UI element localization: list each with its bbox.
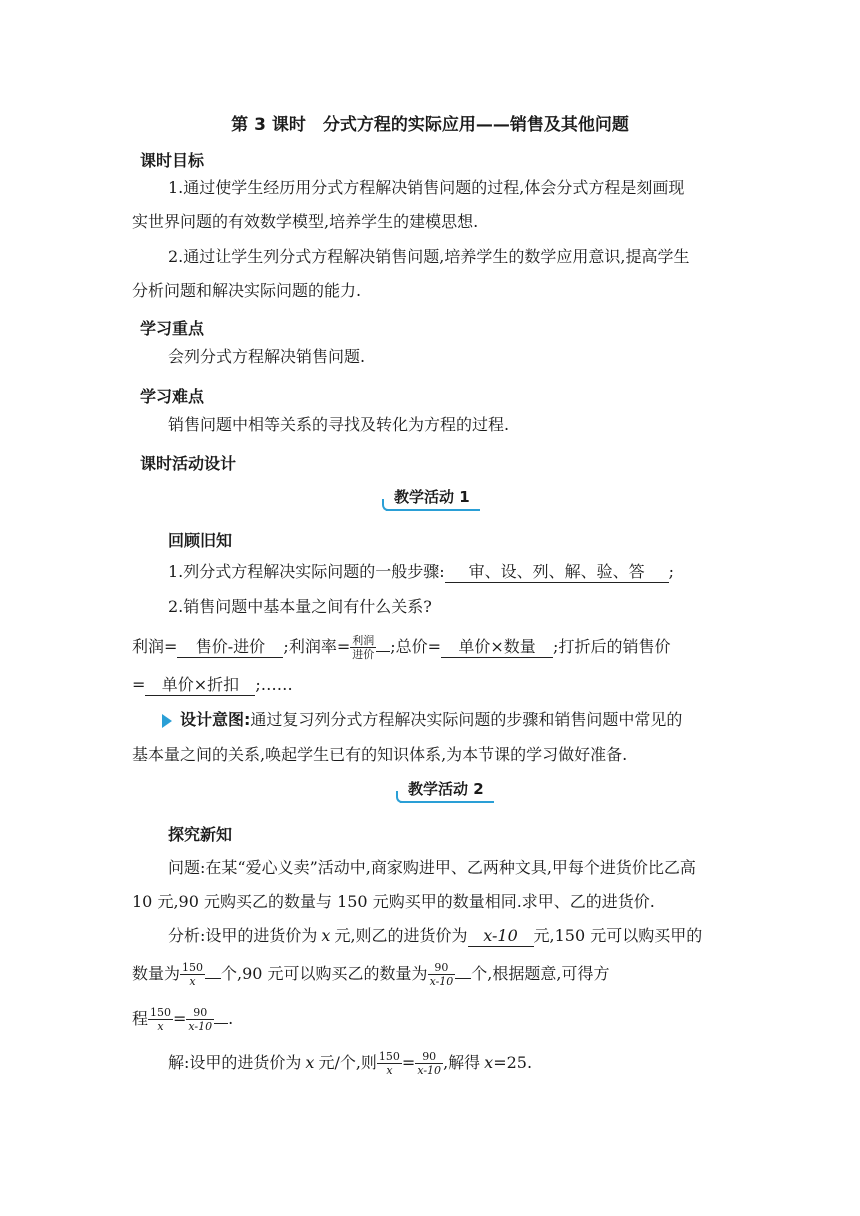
discount-line [132, 668, 293, 702]
analysis-text-c: 元,150 元可以购买甲的 [533, 926, 703, 945]
discount-answer: 单价×折扣 [145, 675, 255, 696]
fraction-denominator: x-10 [429, 975, 454, 988]
equation-equals: = [173, 1009, 187, 1028]
page-title: 第 3 课时 分式方程的实际应用——销售及其他问题 [231, 115, 629, 135]
analysis-blank-answer: x-10 [468, 926, 534, 947]
fraction-numerator: 150 [150, 1006, 172, 1019]
badge-underline [400, 801, 494, 803]
variable-x: x [305, 1053, 315, 1072]
solution-right-fraction [415, 1050, 443, 1077]
fraction-numerator: 90 [186, 1006, 214, 1020]
equation-line [132, 1002, 233, 1036]
solution-text-c: ,解得 [443, 1053, 481, 1072]
equation-end: . [228, 1009, 234, 1028]
intent-text-1: 通过复习列分式方程解决实际问题的步骤和销售问题中常见的 [250, 710, 683, 729]
intent-label: 设计意图: [180, 710, 251, 729]
fraction-denominator: x-10 [417, 1064, 442, 1077]
analysis-text-a: 分析:设甲的进货价为 [168, 926, 318, 945]
fraction-numerator: 150 [182, 961, 204, 974]
difficulty-heading: 学习难点 [140, 387, 205, 406]
badge-underline [386, 509, 480, 511]
fraction-numerator: 150 [378, 1050, 400, 1063]
profit-label: 利润= [132, 637, 178, 656]
review-q1 [168, 555, 674, 589]
key-heading: 学习重点 [140, 319, 205, 338]
qty-text-a: 数量为 [132, 964, 181, 983]
play-triangle-icon [162, 714, 172, 728]
activity-2-badge-label: 教学活动 2 [408, 780, 484, 798]
variable-x: x [484, 1053, 494, 1072]
fraction-numerator: 90 [428, 961, 456, 975]
review-heading: 回顾旧知 [168, 531, 233, 550]
design-intent-line-2: 基本量之间的关系,唤起学生已有的知识体系,为本节课的学习做好准备. [132, 745, 628, 764]
activity-2-badge [400, 778, 494, 803]
difficulty-text: 销售问题中相等关系的寻找及转化为方程的过程. [168, 415, 510, 434]
key-text: 会列分式方程解决销售问题. [168, 347, 366, 366]
explore-heading: 探究新知 [168, 825, 233, 844]
review-q1-text: 1.列分式方程解决实际问题的一般步骤: [168, 562, 445, 581]
badge-hook [396, 791, 404, 803]
rate-denominator: 进价 [352, 648, 375, 661]
equation-prefix: 程 [132, 1009, 149, 1028]
solution-text-a: 解:设甲的进货价为 [168, 1053, 302, 1072]
fraction-numerator: 90 [415, 1050, 443, 1064]
design-heading: 课时活动设计 [140, 454, 237, 473]
fraction-denominator: x [386, 1064, 393, 1077]
equals-sign: = [132, 675, 146, 694]
goal-1-line-2: 实世界问题的有效数学模型,培养学生的建模思想. [132, 212, 479, 231]
analysis-line-1 [168, 919, 702, 953]
discount-label: ;打折后的销售价 [553, 637, 671, 656]
goal-1-line-1: 1.通过使学生经历用分式方程解决销售问题的过程,体会分式方程是刻画现 [168, 178, 685, 197]
badge-hook [382, 499, 390, 511]
qty-text-b: 个,90 元可以购买乙的数量为 [221, 964, 428, 983]
variable-x: x [321, 926, 331, 945]
total-label: ;总价= [390, 637, 442, 656]
qty-text-c: 个,根据题意,可得方 [471, 964, 610, 983]
solution-text-b: 元/个,则 [318, 1053, 377, 1072]
rate-numerator: 利润 [352, 634, 375, 647]
fraction-denominator: x [157, 1020, 164, 1033]
profit-rate-fraction [350, 634, 376, 661]
tail-text: ;…… [255, 675, 293, 694]
solution-line [168, 1046, 532, 1080]
solution-equals: = [401, 1053, 416, 1072]
profit-answer: 售价-进价 [177, 637, 283, 658]
goal-2-line-1: 2.通过让学生列分式方程解决销售问题,培养学生的数学应用意识,提高学生 [168, 247, 690, 266]
fraction-denominator: x [189, 975, 196, 988]
analysis-text-b: 元,则乙的进货价为 [334, 926, 468, 945]
equation-right-fraction [186, 1006, 214, 1033]
problem-line-1: 问题:在某“爱心义卖”活动中,商家购进甲、乙两种文具,甲每个进货价比乙高 [168, 858, 696, 877]
review-q2: 2.销售问题中基本量之间有什么关系? [168, 597, 432, 616]
fraction-150-over-x [180, 961, 205, 988]
fraction-90-over-x-10 [428, 961, 456, 988]
activity-1-badge-label: 教学活动 1 [394, 488, 470, 506]
rate-label: ;利润率= [283, 637, 351, 656]
goal-2-line-2: 分析问题和解决实际问题的能力. [132, 281, 362, 300]
solution-left-fraction [377, 1050, 402, 1077]
problem-line-2: 10 元,90 元购买乙的数量与 150 元购买甲的数量相同.求甲、乙的进货价. [132, 892, 655, 911]
activity-1-badge [386, 486, 480, 511]
fraction-denominator: x-10 [188, 1020, 213, 1033]
total-answer: 单价×数量 [441, 637, 553, 658]
sales-relations-line [132, 630, 670, 664]
design-intent-line-1 [162, 703, 682, 737]
analysis-line-2 [132, 957, 609, 991]
review-q1-answer: 审、设、列、解、验、答 [445, 562, 669, 583]
equation-left-fraction [148, 1006, 173, 1033]
review-q1-end: ; [668, 562, 675, 581]
solution-text-d: =25. [493, 1053, 533, 1072]
goals-heading: 课时目标 [140, 151, 205, 170]
